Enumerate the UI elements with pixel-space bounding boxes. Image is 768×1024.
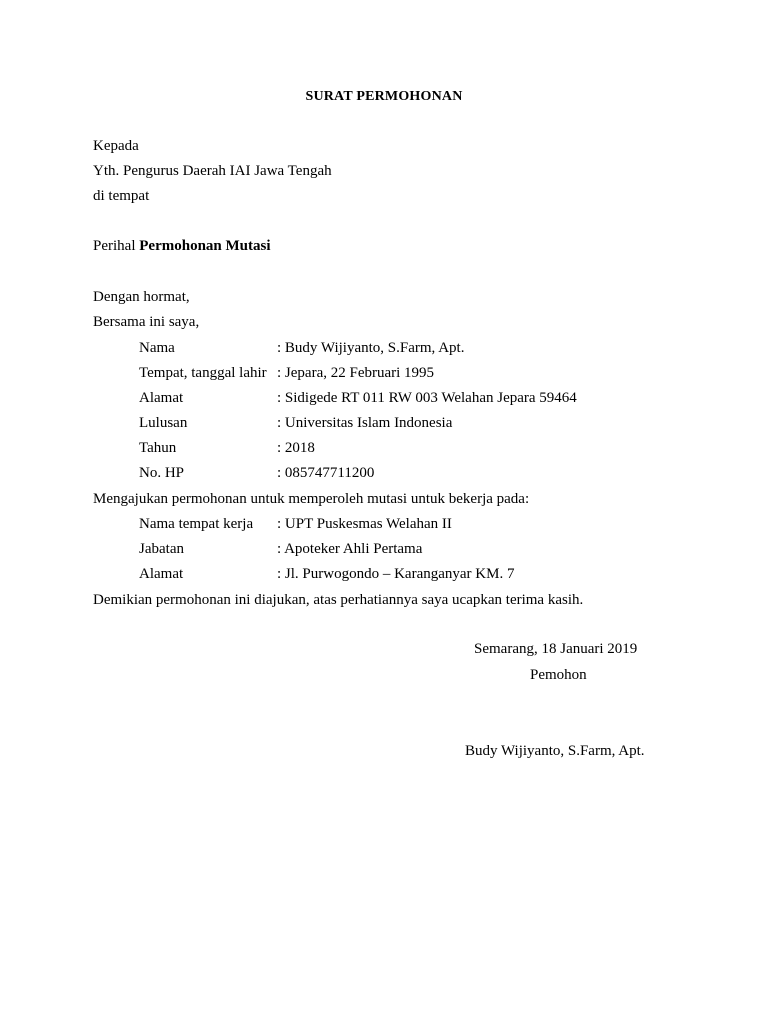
letter-title: SURAT PERMOHONAN [305,89,463,104]
workplace-label-name: Nama tempat kerja [139,516,254,532]
applicant-value-birth: : Jepara, 22 Februari 1995 [277,365,435,381]
applicant-value-graduate: : Universitas Islam Indonesia [277,415,453,431]
workplace-value-address: : Jl. Purwogondo – Karanganyar KM. 7 [277,566,515,582]
request-text: Mengajukan permohonan untuk memperoleh mutasi untuk bekerja pada: [93,491,530,507]
applicant-label-phone: No. HP [139,465,185,481]
applicant-label-name: Nama [139,340,175,356]
workplace-label-position: Jabatan [139,541,184,557]
intro: Bersama ini saya, [93,314,200,330]
closing-text: Demikian permohonan ini diajukan, atas perhatiannya saya ucapkan terima kasih. [93,592,584,608]
signer-role: Pemohon [530,667,587,683]
applicant-label-graduate: Lulusan [139,415,188,431]
subject-line [93,237,271,255]
applicant-value-name: : Budy Wijiyanto, S.Farm, Apt. [277,340,465,356]
workplace-label-address: Alamat [139,566,184,582]
greeting: Dengan hormat, [93,289,190,305]
workplace-value-name: : UPT Puskesmas Welahan II [277,516,452,532]
workplace-value-position: : Apoteker Ahli Pertama [277,541,423,557]
applicant-value-phone: : 085747711200 [277,465,375,481]
applicant-value-address: : Sidigede RT 011 RW 003 Welahan Jepara 59464 [277,390,577,406]
subject-prefix: Perihal [93,238,136,254]
place-date: Semarang, 18 Januari 2019 [474,641,638,657]
applicant-label-address: Alamat [139,390,184,406]
signatory-name: Budy Wijiyanto, S.Farm, Apt. [465,743,645,759]
applicant-label-year: Tahun [139,440,177,456]
applicant-value-year: : 2018 [277,440,315,456]
applicant-label-birth: Tempat, tanggal lahir [139,365,267,381]
subject-text: Permohonan Mutasi [139,238,271,254]
recipient-line-2: Yth. Pengurus Daerah IAI Jawa Tengah [93,163,332,179]
recipient-line-3: di tempat [93,188,150,204]
recipient-line-1: Kepada [93,138,139,154]
